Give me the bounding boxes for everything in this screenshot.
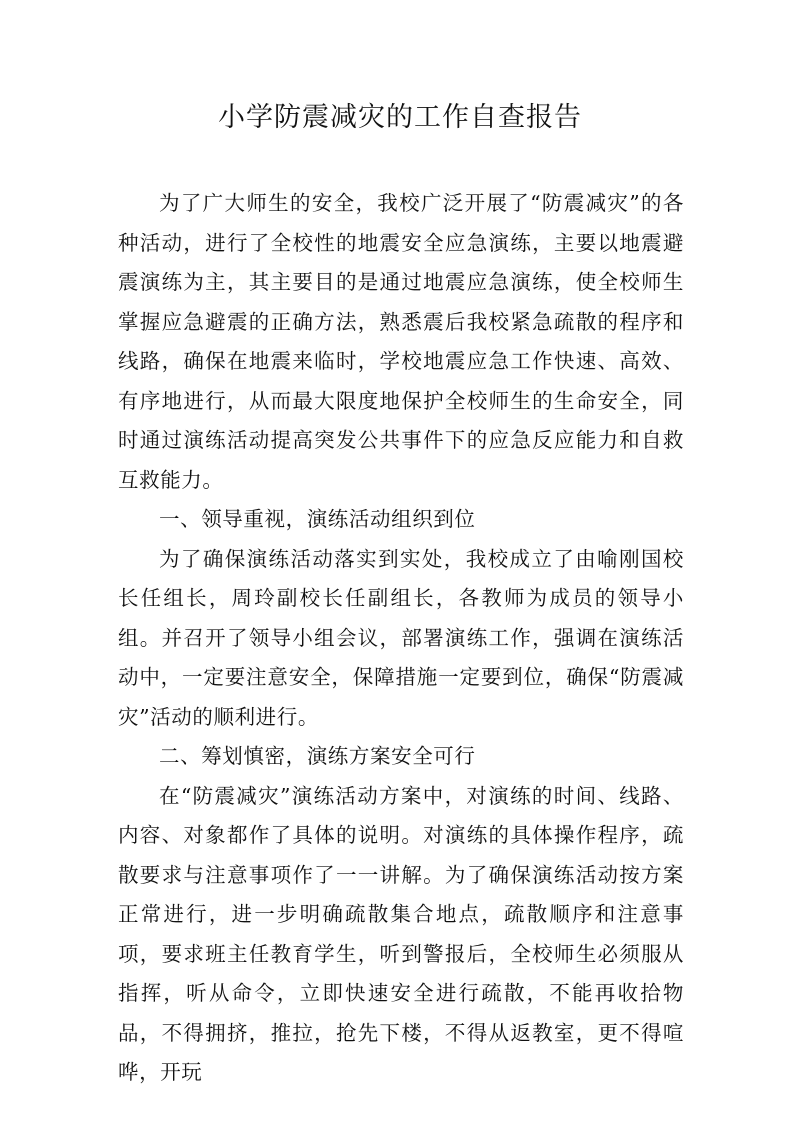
section-1-paragraph: 为了确保演练活动落实到实处，我校成立了由喻刚国校长任组长，周玲副校长任副组长，各教师为成员的领导小组。并召开了领导小组会议，部署演练工作，强调在演练活动中，一定要注意安全，保障措施一定要到位，确保“防震减灾”活动的顺利进行。: [118, 546, 684, 729]
document-title: 小学防震减灾的工作自查报告: [218, 102, 582, 133]
section-2-paragraph: 在“防震减灾”演练活动方案中，对演练的时间、线路、内容、对象都作了具体的说明。对演练的具体操作程序，疏散要求与注意事项作了一一讲解。为了确保演练活动按方案正常进行，进一步明确疏散集合地点，疏散顺序和注意事项，要求班主任教育学生，听到警报后，全校师生必须服从指挥，听从命令，立即快速安全进行疏散，不能再收拾物品，不得拥挤，推拉，抢先下楼，不得从返教室，更不得喧哗，开玩: [118, 783, 684, 1084]
document-body: [118, 184, 684, 1093]
section-heading-1: 一、领导重视，演练活动组织到位: [159, 507, 476, 531]
intro-paragraph: 为了广大师生的安全，我校广泛开展了“防震减灾”的各种活动，进行了全校性的地震安全应急演练，主要以地震避震演练为主，其主要目的是通过地震应急演练，使全校师生掌握应急避震的正确方法，熟悉震后我校紧急疏散的程序和线路，确保在地震来临时，学校地震应急工作快速、高效、有序地进行，从而最大限度地保护全校师生的生命安全，同时通过演练活动提高突发公共事件下的应急反应能力和自救互救能力。: [118, 191, 684, 492]
section-heading-2: 二、筹划慎密，演练方案安全可行: [159, 744, 476, 768]
